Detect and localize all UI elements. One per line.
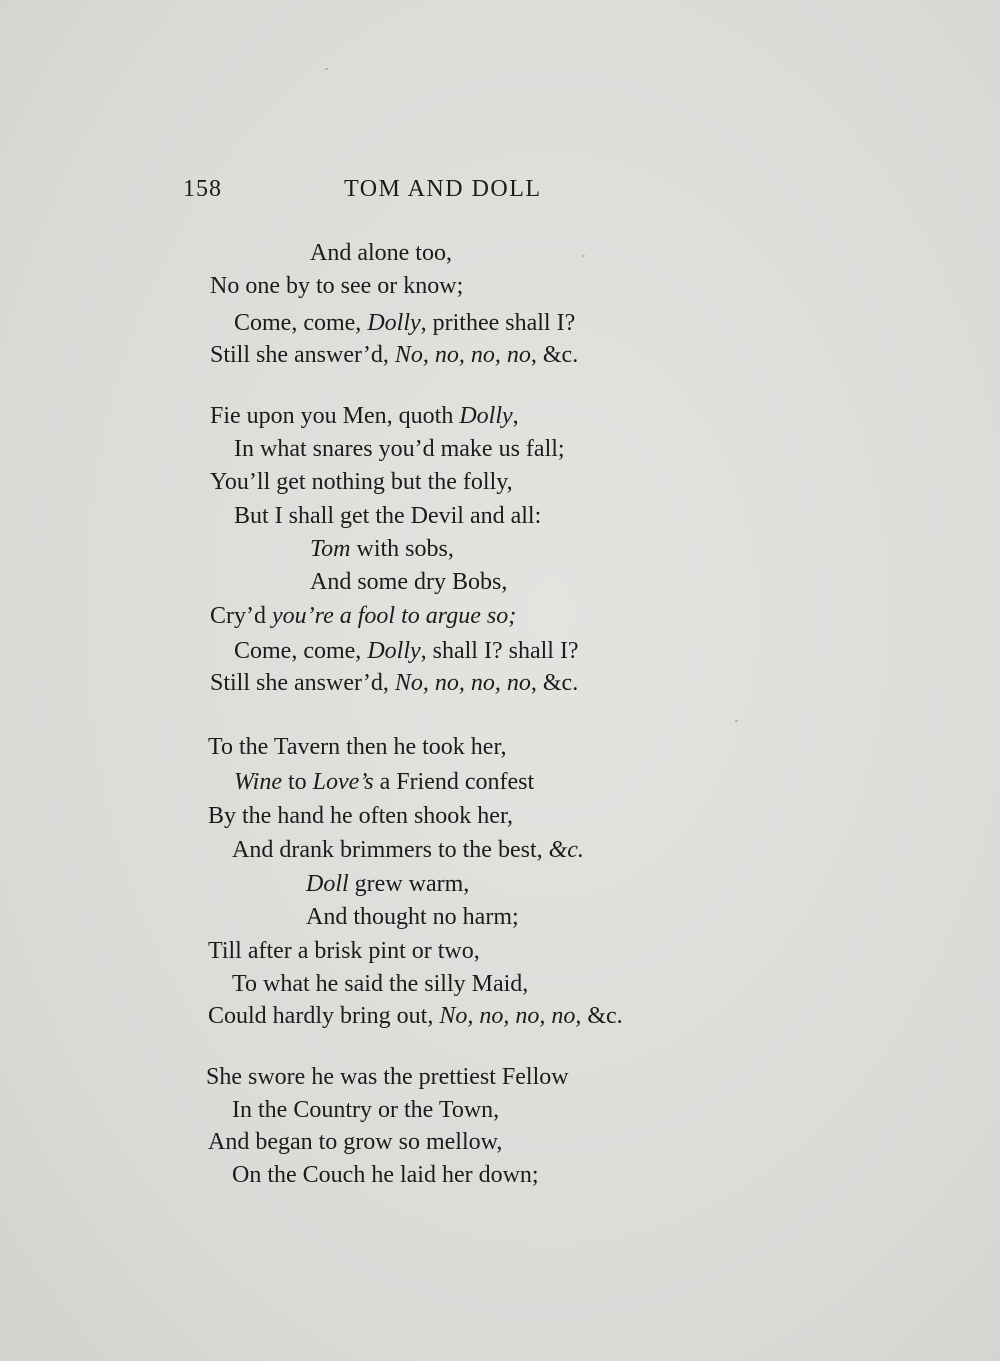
line-text: To what he said the silly Maid, bbox=[232, 971, 529, 997]
line-text: Still she answer’d, bbox=[210, 670, 395, 696]
line-text: No one by to see or know; bbox=[210, 273, 464, 299]
italic-text: you’re a fool to argue so; bbox=[272, 603, 517, 629]
line-text: &c. bbox=[581, 1003, 623, 1029]
italic-text: Wine bbox=[234, 769, 282, 795]
line-text: But I shall get the Devil and all: bbox=[234, 503, 542, 529]
line-text: Come, come, bbox=[234, 638, 368, 664]
line-text: And thought no harm; bbox=[306, 904, 519, 930]
poem-line bbox=[210, 401, 519, 431]
line-text: By the hand he often shook her, bbox=[208, 803, 513, 829]
line-text: In the Country or the Town, bbox=[232, 1097, 500, 1123]
poem-line bbox=[206, 1062, 569, 1092]
line-text: You’ll get nothing but the folly, bbox=[210, 469, 513, 495]
paper-speck bbox=[735, 720, 738, 722]
italic-text: No, no, no, no bbox=[394, 670, 531, 696]
line-text: She swore he was the prettiest Fellow bbox=[206, 1064, 569, 1090]
poem-line bbox=[208, 801, 513, 831]
line-text: To the Tavern then he took her, bbox=[208, 734, 507, 760]
paper-speck bbox=[582, 255, 585, 257]
poem-line bbox=[208, 1001, 623, 1031]
line-text: , shall I? shall I? bbox=[420, 638, 579, 664]
line-text: Fie upon you Men, quoth bbox=[210, 403, 460, 429]
line-text: On the Couch he laid her down; bbox=[232, 1162, 539, 1188]
poem-line bbox=[310, 567, 507, 597]
poem-line bbox=[208, 936, 480, 966]
line-text: Cry’d bbox=[210, 603, 272, 629]
line-text: grew warm, bbox=[348, 871, 470, 897]
poem-line bbox=[208, 732, 506, 762]
italic-text: No, no, no, no, bbox=[439, 1003, 582, 1029]
line-text: Till after a brisk pint or two, bbox=[208, 938, 480, 964]
poem-line bbox=[310, 238, 452, 268]
italic-text: Dolly bbox=[459, 403, 513, 429]
poem-line bbox=[234, 434, 565, 464]
line-text: Come, come, bbox=[234, 310, 368, 336]
poem-line bbox=[210, 340, 578, 370]
italic-text: Dolly bbox=[367, 310, 421, 336]
page-number: 158 bbox=[183, 176, 222, 202]
italic-text: Dolly bbox=[367, 638, 421, 664]
poem-line bbox=[306, 902, 519, 932]
line-text: to bbox=[282, 769, 313, 795]
line-text: , &c. bbox=[530, 670, 579, 696]
line-text: a Friend confest bbox=[373, 769, 535, 795]
italic-text: Love’s bbox=[312, 769, 374, 795]
page-header bbox=[0, 176, 1000, 216]
poem-line bbox=[210, 668, 578, 698]
poem-line bbox=[234, 767, 534, 797]
poem-line bbox=[210, 467, 513, 497]
line-text: And alone too, bbox=[310, 240, 452, 266]
poem-line bbox=[232, 1160, 539, 1190]
line-text: And began to grow so mellow, bbox=[208, 1129, 503, 1155]
line-text: , prithee shall I? bbox=[420, 310, 576, 336]
poem-line bbox=[234, 308, 575, 338]
poem-line bbox=[208, 1127, 502, 1157]
line-text: , &c. bbox=[530, 342, 579, 368]
line-text: In what snares you’d make us fall; bbox=[234, 436, 565, 462]
line-text: And some dry Bobs, bbox=[310, 569, 508, 595]
italic-text: No, no, no, no bbox=[394, 342, 531, 368]
poem-line bbox=[306, 869, 469, 899]
italic-text: Doll bbox=[306, 871, 349, 897]
paper-speck bbox=[325, 68, 328, 70]
line-text: And drank brimmers to the best, bbox=[232, 837, 549, 863]
italic-text: Tom bbox=[310, 536, 351, 562]
poem-line bbox=[210, 271, 463, 301]
poem-line bbox=[234, 501, 541, 531]
poem-line bbox=[210, 601, 516, 631]
line-text: Could hardly bring out, bbox=[208, 1003, 440, 1029]
poem-line bbox=[232, 969, 528, 999]
italic-text: &c. bbox=[548, 837, 584, 863]
line-text: Still she answer’d, bbox=[210, 342, 395, 368]
line-text: , bbox=[512, 403, 519, 429]
line-text: with sobs, bbox=[350, 536, 454, 562]
poem-line bbox=[232, 835, 584, 865]
poem-line bbox=[310, 534, 454, 564]
poem-line bbox=[232, 1095, 499, 1125]
poem-line bbox=[234, 636, 579, 666]
running-title: TOM AND DOLL bbox=[344, 176, 542, 202]
